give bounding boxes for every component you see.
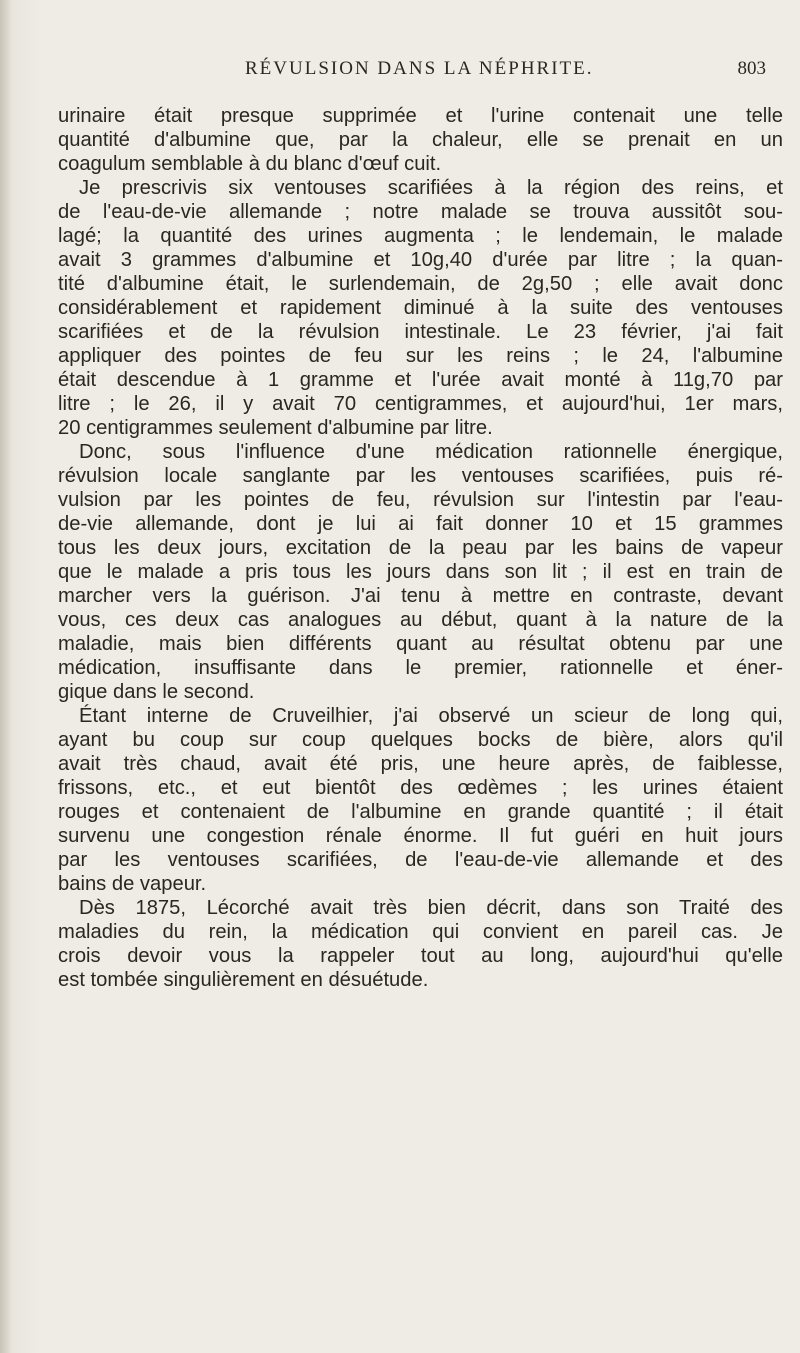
text-line: tous les deux jours, excitation de la peau par les bains de vapeur [58,537,783,559]
text-line: scarifiées et de la révulsion intestinale. Le 23 février, j'ai fait [58,321,783,343]
text-line: tité d'albumine était, le surlendemain, de 2g,50 ; elle avait donc [58,273,783,295]
text-line: révulsion locale sanglante par les ventouses scarifiées, puis ré- [58,465,783,487]
page-gutter [0,0,10,1353]
text-line: quantité d'albumine que, par la chaleur, elle se prenait en un [58,129,783,151]
body-text [58,104,783,992]
text-line: bains de vapeur. [58,873,207,895]
text-line: coagulum semblable à du blanc d'œuf cuit. [58,153,442,175]
text-line: frissons, etc., et eut bientôt des œdèmes ; les urines étaient [58,777,783,799]
text-line: par les ventouses scarifiées, de l'eau-de-vie allemande et des [58,849,783,871]
text-line: gique dans le second. [58,681,255,703]
text-line: que le malade a pris tous les jours dans son lit ; il est en train de [58,561,783,583]
text-line: vous, ces deux cas analogues au début, quant à la nature de la [58,609,783,631]
text-line: de-vie allemande, dont je lui ai fait donner 10 et 15 grammes [58,513,783,535]
text-line: considérablement et rapidement diminué à la suite des ventouses [58,297,783,319]
text-line: est tombée singulièrement en désuétude. [58,969,429,991]
text-line: marcher vers la guérison. J'ai tenu à mettre en contraste, devant [58,585,783,607]
text-line: lagé; la quantité des urines augmenta ; le lendemain, le malade [58,225,783,247]
text-line: 20 centigrammes seulement d'albumine par litre. [58,417,493,439]
text-line: crois devoir vous la rappeler tout au long, aujourd'hui qu'elle [58,945,783,967]
text-line: avait 3 grammes d'albumine et 10g,40 d'urée par litre ; la quan- [58,249,783,271]
text-line: urinaire était presque supprimée et l'urine contenait une telle [58,105,783,127]
text-line: de l'eau-de-vie allemande ; notre malade se trouva aussitôt sou- [58,201,783,223]
text-line: rouges et contenaient de l'albumine en grande quantité ; il était [58,801,783,823]
text-line: Étant interne de Cruveilhier, j'ai observé un scieur de long qui, [79,705,783,727]
text-line: ayant bu coup sur coup quelques bocks de bière, alors qu'il [58,729,783,751]
text-line: appliquer des pointes de feu sur les reins ; le 24, l'albumine [58,345,783,367]
text-line: Donc, sous l'influence d'une médication rationnelle énergique, [79,441,783,463]
text-line: vulsion par les pointes de feu, révulsion sur l'intestin par l'eau- [58,489,783,511]
text-line: Dès 1875, Lécorché avait très bien décrit, dans son Traité des [79,897,783,919]
text-line: maladies du rein, la médication qui convient en pareil cas. Je [58,921,783,943]
running-title: RÉVULSION DANS LA NÉPHRITE. [245,58,594,79]
text-line: maladie, mais bien différents quant au résultat obtenu par une [58,633,783,655]
text-line: survenu une congestion rénale énorme. Il fut guéri en huit jours [58,825,783,847]
text-line: Je prescrivis six ventouses scarifiées à la région des reins, et [79,177,783,199]
text-line: médication, insuffisante dans le premier, rationnelle et éner- [58,657,783,679]
text-line: avait très chaud, avait été pris, une heure après, de faiblesse, [58,753,783,775]
text-line: litre ; le 26, il y avait 70 centigrammes, et aujourd'hui, 1er mars, [58,393,783,415]
page-number: 803 [737,58,766,79]
text-line: était descendue à 1 gramme et l'urée avait monté à 11g,70 par [58,369,783,391]
running-header [80,58,770,88]
